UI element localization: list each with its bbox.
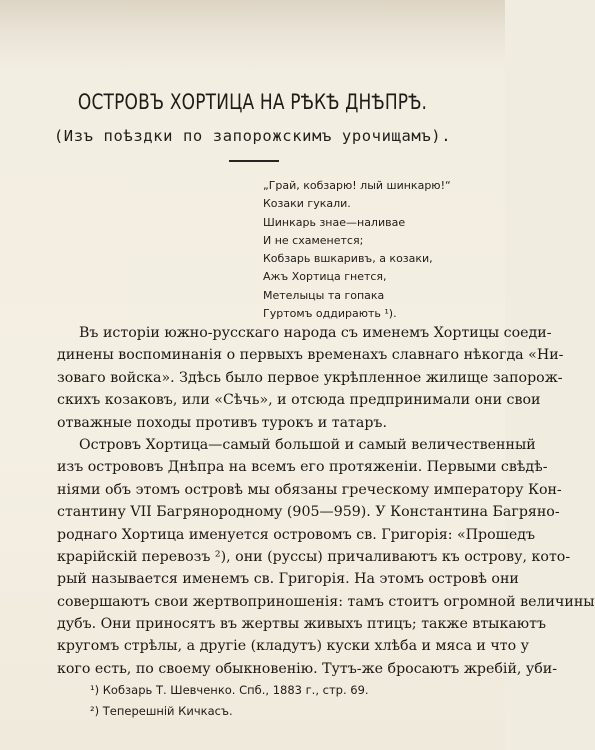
body-line: роднаго Хортица именуется островомъ св. Григорія: «Прошедъ bbox=[57, 526, 536, 543]
poem-line: „Грай, кобзарю! лый шинкарю!“ bbox=[263, 179, 451, 192]
footnote-1: ¹) Кобзарь Т. Шевченко. Спб., 1883 г., стр. 69. bbox=[90, 683, 369, 697]
body-line: Островъ Хортица—самый большой и самый величественный bbox=[79, 436, 536, 453]
poem-line: Ажъ Хортица гнется, bbox=[263, 270, 387, 284]
article-title: ОСТРОВЪ ХОРТИЦА НА РѢКѢ ДНѢПРѢ. bbox=[77, 90, 428, 114]
body-line: отважные походы противъ турокъ и татаръ. bbox=[57, 414, 387, 431]
poem-line: Шинкарь знае—наливае bbox=[263, 215, 406, 229]
body-line: Въ исторіи южно-русскаго народа съ именемъ Хортицы соеди- bbox=[79, 325, 552, 341]
body-line: совершаютъ свои жертвоприношенія: тамъ стоитъ огромной величины bbox=[57, 593, 595, 610]
footnote-2: ²) Теперешній Кичкасъ. bbox=[90, 704, 233, 718]
footnotes bbox=[90, 680, 369, 722]
body-line: ніями объ этомъ островѣ мы обязаны греческому императору Кон- bbox=[57, 481, 562, 498]
poem-line: И не схаменется; bbox=[263, 233, 364, 247]
body-line: динены воспоминанія о первыхъ временахъ славнаго нѣкогда «Ни- bbox=[57, 347, 564, 364]
poem-line: Метелыцы та гопака bbox=[263, 288, 385, 302]
body-line: скихъ козаковъ, или «Сѣчь», и отсюда предпринимали они свои bbox=[57, 392, 541, 409]
body-line: дубъ. Они приносятъ въ жертвы живыхъ птицъ; также втыкаютъ bbox=[57, 616, 547, 633]
body-line: рый называется именемъ св. Григорія. На этомъ островѣ они bbox=[57, 571, 519, 588]
body-line: кругомъ стрѣлы, а другіе (кладутъ) куски хлѣба и мяса и что у bbox=[57, 638, 530, 655]
body-line: зоваго войска». Здѣсь было первое укрѣпленное жилище запорож- bbox=[57, 369, 563, 386]
poem-line: Гуртомъ оддирають ¹). bbox=[263, 307, 397, 321]
article-subtitle: (Изъ поѣздки по запорожскимъ урочищамъ). bbox=[53, 127, 452, 145]
body-line: изъ острововъ Днѣпра на всемъ его протяженіи. Первыми свѣдѣ- bbox=[57, 459, 548, 476]
page-top-shadow bbox=[0, 0, 505, 72]
epigraph-poem bbox=[263, 177, 451, 323]
title-divider bbox=[229, 160, 279, 162]
body-line: кого есть, по своему обыкновенію. Тутъ-же бросаютъ жребій, уби- bbox=[57, 660, 558, 677]
poem-line: Кобзарь вшкаривъ, а козаки, bbox=[263, 252, 433, 266]
body-line: стантину VII Багрянородному (905—959). У Константина Багряно- bbox=[57, 504, 560, 521]
poem-line: Козаки гукали. bbox=[263, 197, 351, 211]
article-body bbox=[57, 322, 595, 680]
body-line: крарійскій перевозъ ²), они (руссы) причаливаютъ къ острову, кото- bbox=[57, 548, 571, 565]
